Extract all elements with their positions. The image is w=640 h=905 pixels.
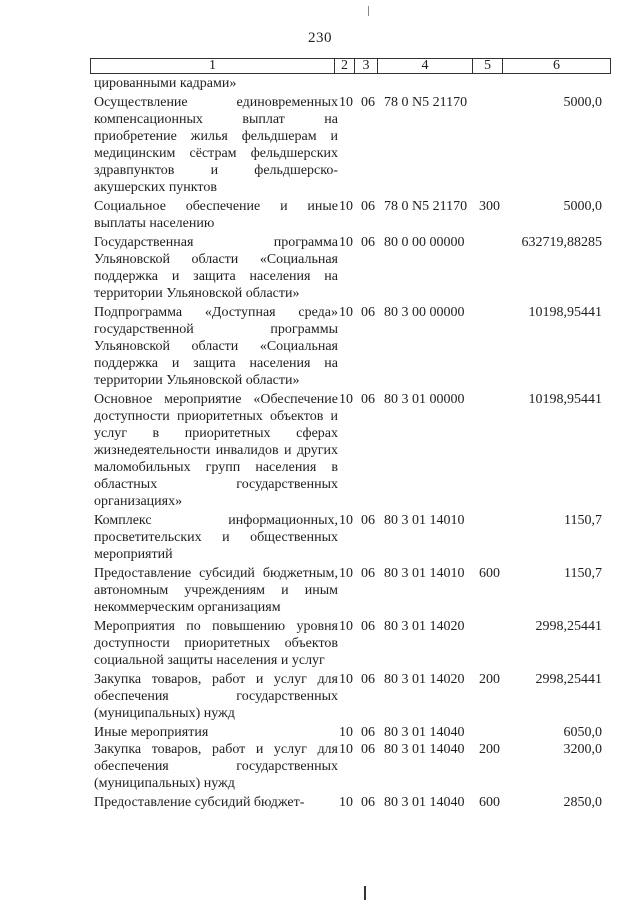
row-section: 10	[339, 199, 353, 214]
row-target-code: 80 3 01 14020	[384, 619, 465, 634]
table-row	[0, 794, 640, 811]
table-row	[0, 75, 640, 92]
table-row	[0, 741, 640, 792]
row-description: Закупка товаров, работ и услуг для обеспечения государственных (муниципальных) нужд	[94, 742, 338, 791]
row-description: Мероприятия по повышению уровня доступности приоритетных объектов социальной защиты населения и услуг	[94, 619, 338, 668]
row-section: 10	[339, 305, 353, 320]
row-description: Основное мероприятие «Обеспечение доступности приоритетных объектов и услуг в приоритетных сферах жизнедеятельности инвалидов и других маломобильных групп населения в областных государственных организациях»	[94, 392, 338, 509]
header-col-2: 2	[335, 59, 355, 74]
row-description: Социальное обеспечение и иные выплаты населению	[94, 199, 338, 231]
page-number: 230	[308, 30, 332, 46]
row-amount: 6050,0	[563, 725, 602, 740]
row-amount: 1150,7	[564, 566, 602, 581]
row-target-code: 80 3 01 14040	[384, 795, 465, 810]
row-description: цированными кадрами»	[94, 76, 237, 91]
row-target-code: 80 3 00 00000	[384, 305, 465, 320]
row-amount: 10198,95441	[528, 305, 602, 320]
scan-bottom-mark	[364, 886, 366, 900]
row-target-code: 80 3 01 14040	[384, 725, 465, 740]
table-row	[0, 671, 640, 722]
row-subsection: 06	[361, 742, 375, 757]
row-description: Комплекс информационных, просветительских и общественных мероприятий	[94, 513, 338, 562]
budget-table	[0, 75, 640, 811]
scan-top-mark	[368, 6, 369, 16]
row-section: 10	[339, 566, 353, 581]
row-target-code: 80 0 00 00000	[384, 235, 465, 250]
table-row	[0, 198, 640, 232]
row-target-code: 78 0 N5 21170	[384, 199, 468, 214]
table-row	[0, 304, 640, 389]
column-header-row	[91, 59, 611, 74]
row-amount: 5000,0	[563, 199, 602, 214]
row-description: Государственная программа Ульяновской области «Социальная поддержка и защита населения на территории Ульяновской области»	[94, 235, 338, 301]
row-section: 10	[339, 235, 353, 250]
row-target-code: 80 3 01 14010	[384, 566, 465, 581]
row-subsection: 06	[361, 199, 375, 214]
table-row	[0, 512, 640, 563]
row-description: Предоставление субсидий бюджет-	[94, 795, 305, 810]
row-description: Иные мероприятия	[94, 725, 209, 740]
row-section: 10	[339, 725, 353, 740]
row-subsection: 06	[361, 305, 375, 320]
row-section: 10	[339, 795, 353, 810]
row-subsection: 06	[361, 566, 375, 581]
row-target-code: 80 3 01 14020	[384, 672, 465, 687]
row-subsection: 06	[361, 95, 375, 110]
row-section: 10	[339, 619, 353, 634]
row-section: 10	[339, 95, 353, 110]
table-row	[0, 391, 640, 510]
row-subsection: 06	[361, 392, 375, 407]
row-subsection: 06	[361, 235, 375, 250]
row-target-code: 80 3 01 14040	[384, 742, 465, 757]
row-section: 10	[339, 513, 353, 528]
row-target-code: 80 3 01 14010	[384, 513, 465, 528]
row-amount: 2998,25441	[535, 619, 602, 634]
row-amount: 632719,88285	[521, 235, 602, 250]
row-amount: 10198,95441	[528, 392, 602, 407]
row-subsection: 06	[361, 795, 375, 810]
row-description: Подпрограмма «Доступная среда» государственной программы Ульяновской области «Социальная поддержка и защита населения на территории Ульяновской области»	[94, 305, 338, 388]
table-row	[0, 234, 640, 302]
row-expense-type: 200	[479, 742, 500, 757]
row-amount: 1150,7	[564, 513, 602, 528]
row-expense-type: 600	[479, 566, 500, 581]
header-col-6: 6	[503, 59, 611, 74]
row-subsection: 06	[361, 725, 375, 740]
row-subsection: 06	[361, 619, 375, 634]
row-description: Осуществление единовременных компенсационных выплат на приобретение жилья фельдшерам и медицинским сёстрам фельдшерских здравпунктов и фельдшерско-акушерских пунктов	[94, 95, 338, 195]
row-amount: 5000,0	[563, 95, 602, 110]
column-header	[90, 58, 611, 74]
header-col-5: 5	[473, 59, 503, 74]
row-subsection: 06	[361, 672, 375, 687]
row-subsection: 06	[361, 513, 375, 528]
row-section: 10	[339, 672, 353, 687]
header-col-3: 3	[355, 59, 378, 74]
row-description: Закупка товаров, работ и услуг для обеспечения государственных (муниципальных) нужд	[94, 672, 338, 721]
row-target-code: 80 3 01 00000	[384, 392, 465, 407]
row-expense-type: 300	[479, 199, 500, 214]
table-row	[0, 618, 640, 669]
row-amount: 2998,25441	[535, 672, 602, 687]
table-row	[0, 565, 640, 616]
row-target-code: 78 0 N5 21170	[384, 95, 468, 110]
row-amount: 3200,0	[563, 742, 602, 757]
row-section: 10	[339, 742, 353, 757]
row-expense-type: 600	[479, 795, 500, 810]
header-col-1: 1	[91, 59, 335, 74]
header-col-4: 4	[378, 59, 473, 74]
table-row	[0, 724, 640, 741]
table-row	[0, 94, 640, 196]
row-description: Предоставление субсидий бюджетным, автономным учреждениям и иным некоммерческим организациям	[94, 566, 338, 615]
row-amount: 2850,0	[563, 795, 602, 810]
row-section: 10	[339, 392, 353, 407]
row-expense-type: 200	[479, 672, 500, 687]
